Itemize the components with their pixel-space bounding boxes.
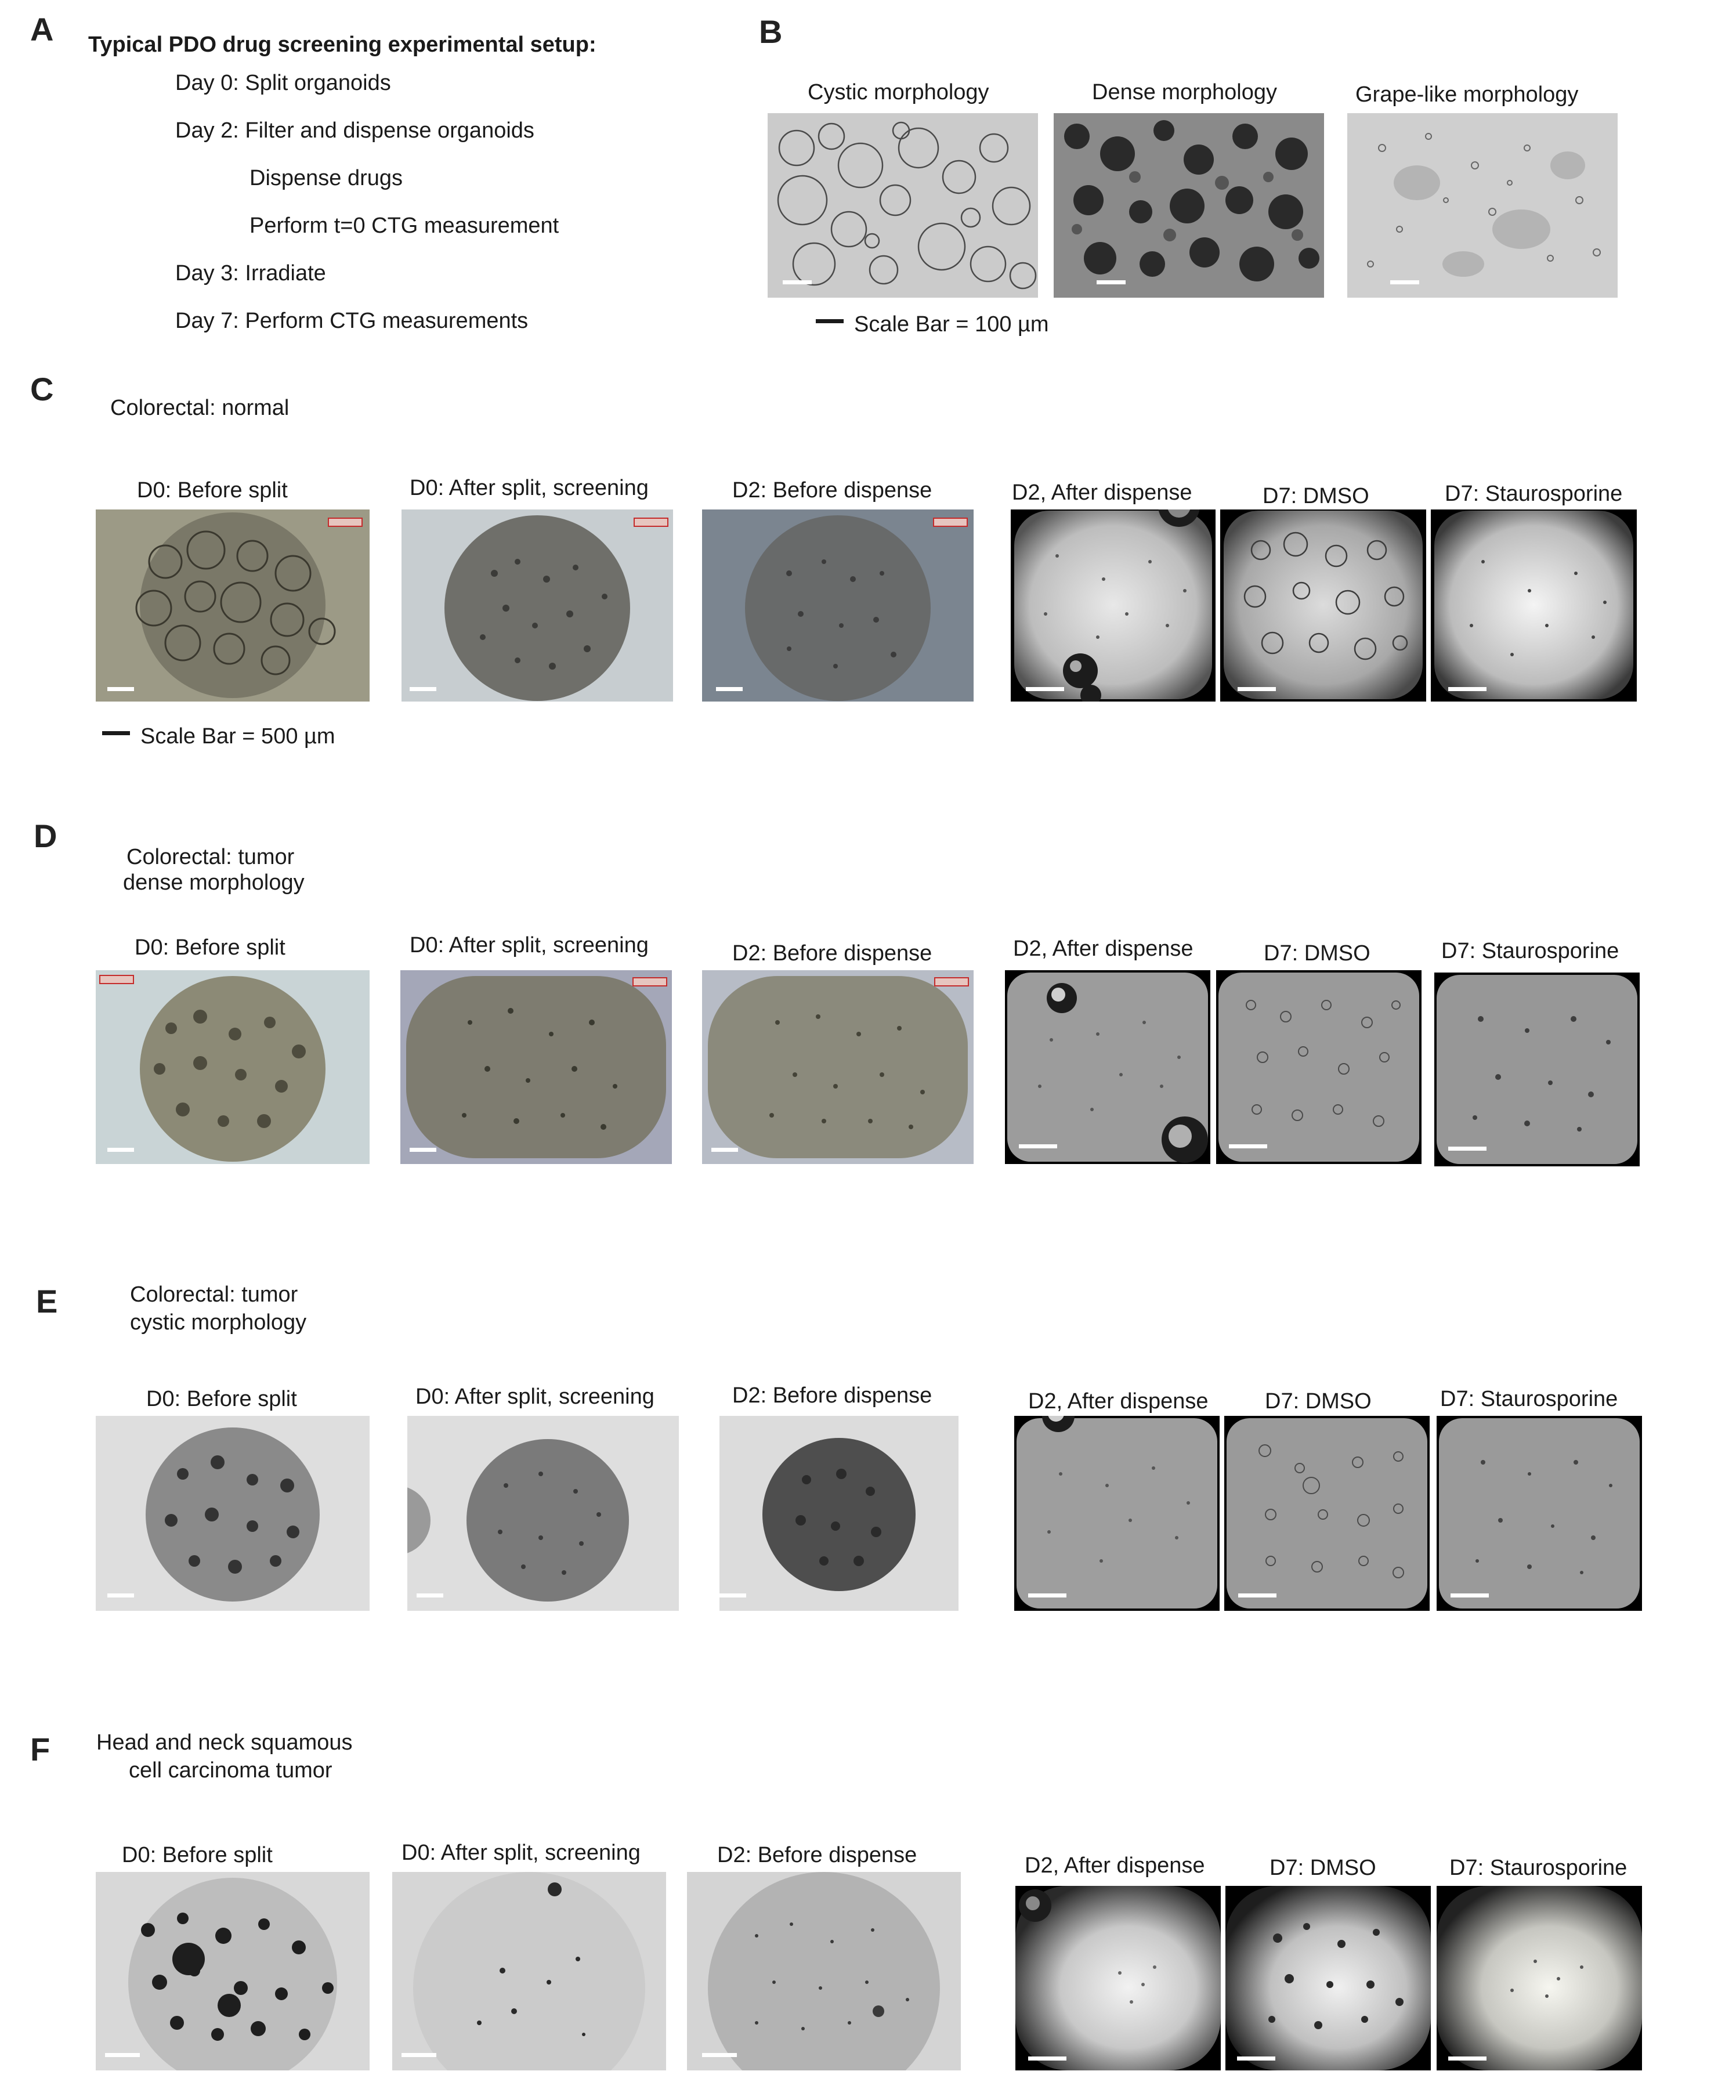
image-caption: D0: Before split (137, 478, 288, 503)
embedded-label (933, 518, 968, 527)
scale-bar (1026, 687, 1064, 691)
micrograph-cystic (768, 113, 1038, 298)
setup-step: Day 0: Split organoids (175, 71, 391, 95)
image-caption: D2, After dispense (1025, 1853, 1205, 1878)
embedded-label (632, 977, 667, 986)
image-caption: D7: Staurosporine (1441, 939, 1619, 963)
micrograph-d-d2-before-dispense (702, 970, 974, 1164)
scale-bar (716, 687, 743, 691)
panel-d-title-line1: Colorectal: tumor (126, 845, 295, 869)
scale-bar (1448, 1147, 1487, 1151)
micrograph-d-d0-before-split (96, 970, 370, 1164)
image-caption: D2: Before dispense (732, 1383, 932, 1408)
image-caption: D2, After dispense (1013, 937, 1194, 961)
scale-bar (1028, 2056, 1066, 2061)
morphology-caption: Grape-like morphology (1355, 82, 1579, 107)
micrograph-c-d0-before-split (96, 509, 370, 702)
panel-label-d: D (34, 818, 57, 854)
scale-bar (719, 1593, 746, 1597)
scale-bar-legend (102, 731, 130, 735)
image-caption: D0: Before split (122, 1843, 273, 1867)
micrograph-c-d7-dmso (1220, 509, 1426, 702)
image-caption: D7: Staurosporine (1440, 1387, 1618, 1411)
scale-bar (1451, 1593, 1489, 1597)
image-caption: D0: After split, screening (410, 933, 649, 957)
scale-bar (410, 1148, 436, 1152)
micrograph-f-d2-after-dispense (1015, 1886, 1221, 2070)
micrograph-grape-like (1347, 113, 1618, 298)
panel-e-title-line2: cystic morphology (130, 1310, 307, 1335)
image-caption: D7: DMSO (1263, 484, 1369, 508)
image-caption: D0: After split, screening (402, 1841, 641, 1865)
micrograph-e-d0-after-split (407, 1416, 679, 1611)
embedded-label (99, 975, 134, 984)
image-caption: D2: Before dispense (717, 1843, 917, 1867)
micrograph-e-d2-after-dispense (1014, 1416, 1220, 1611)
image-caption: D7: DMSO (1270, 1856, 1376, 1880)
panel-d-title-line2: dense morphology (123, 870, 305, 895)
micrograph-d-d0-after-split (400, 970, 672, 1164)
image-caption: D7: DMSO (1265, 1389, 1372, 1414)
scale-bar (1238, 1593, 1276, 1597)
micrograph-c-d2-after-dispense (1011, 509, 1216, 702)
micrograph-f-d7-staurosporine (1437, 1886, 1642, 2070)
panel-e-title-line1: Colorectal: tumor (130, 1282, 298, 1307)
scale-bar-label: Scale Bar = 500 µm (140, 724, 335, 749)
morphology-caption: Dense morphology (1092, 80, 1277, 104)
image-caption: D7: DMSO (1264, 941, 1370, 966)
scale-bar (107, 1148, 134, 1152)
scale-bar (783, 280, 812, 284)
scale-bar (1237, 2056, 1275, 2061)
micrograph-e-d0-before-split (96, 1416, 370, 1611)
scale-bar (1448, 687, 1487, 691)
scale-bar (1097, 280, 1126, 284)
scale-bar (1390, 280, 1419, 284)
image-caption: D2: Before dispense (732, 478, 932, 503)
micrograph-e-d7-dmso (1224, 1416, 1430, 1611)
micrograph-f-d0-after-split (392, 1872, 666, 2070)
image-caption: D0: Before split (135, 935, 285, 960)
image-caption: D7: Staurosporine (1445, 482, 1623, 506)
panel-f-title-line2: cell carcinoma tumor (129, 1758, 332, 1783)
embedded-label (634, 518, 668, 527)
setup-step: Dispense drugs (249, 166, 403, 190)
image-caption: D0: After split, screening (410, 476, 649, 500)
scale-bar (1448, 2056, 1487, 2061)
image-caption: D7: Staurosporine (1449, 1856, 1628, 1880)
image-caption: D2, After dispense (1012, 480, 1192, 505)
embedded-label (328, 518, 363, 527)
micrograph-c-d2-before-dispense (702, 509, 974, 702)
micrograph-d-d2-after-dispense (1005, 970, 1210, 1164)
panel-label-f: F (30, 1731, 50, 1768)
micrograph-f-d0-before-split (96, 1872, 370, 2070)
scale-bar (1238, 687, 1276, 691)
scale-bar (410, 687, 436, 691)
setup-step: Day 7: Perform CTG measurements (175, 309, 529, 333)
setup-step: Day 2: Filter and dispense organoids (175, 118, 534, 143)
micrograph-dense (1054, 113, 1324, 298)
setup-title: Typical PDO drug screening experimental setup: (88, 32, 596, 57)
micrograph-e-d7-staurosporine (1437, 1416, 1642, 1611)
scale-bar (402, 2053, 436, 2057)
micrograph-e-d2-before-dispense (719, 1416, 959, 1611)
panel-label-b: B (759, 13, 783, 50)
micrograph-d-d7-staurosporine (1434, 973, 1640, 1166)
scale-bar (702, 2053, 737, 2057)
image-caption: D2: Before dispense (732, 941, 932, 966)
scale-bar (1019, 1144, 1057, 1148)
scale-bar (1028, 1593, 1066, 1597)
panel-label-c: C (30, 371, 54, 407)
micrograph-f-d7-dmso (1225, 1886, 1431, 2070)
embedded-label (934, 977, 969, 986)
image-caption: D0: Before split (146, 1387, 297, 1411)
scale-bar (105, 2053, 140, 2057)
panel-label-a: A (30, 11, 54, 48)
morphology-caption: Cystic morphology (808, 80, 989, 104)
scale-bar (107, 1593, 134, 1597)
micrograph-d-d7-dmso (1216, 970, 1422, 1164)
scale-bar (107, 687, 134, 691)
scale-bar (1229, 1144, 1267, 1148)
panel-c-title: Colorectal: normal (110, 396, 290, 420)
micrograph-c-d0-after-split (402, 509, 673, 702)
setup-step: Perform t=0 CTG measurement (249, 214, 559, 238)
scale-bar-label: Scale Bar = 100 µm (854, 312, 1049, 337)
micrograph-f-d2-before-dispense (687, 1872, 961, 2070)
image-caption: D2, After dispense (1028, 1389, 1209, 1414)
panel-f-title-line1: Head and neck squamous (96, 1730, 353, 1755)
image-caption: D0: After split, screening (415, 1385, 654, 1409)
micrograph-c-d7-staurosporine (1431, 509, 1637, 702)
scale-bar-legend (816, 319, 844, 323)
panel-label-e: E (36, 1283, 58, 1320)
setup-step: Day 3: Irradiate (175, 261, 326, 285)
scale-bar (711, 1148, 738, 1152)
scale-bar (417, 1593, 443, 1597)
